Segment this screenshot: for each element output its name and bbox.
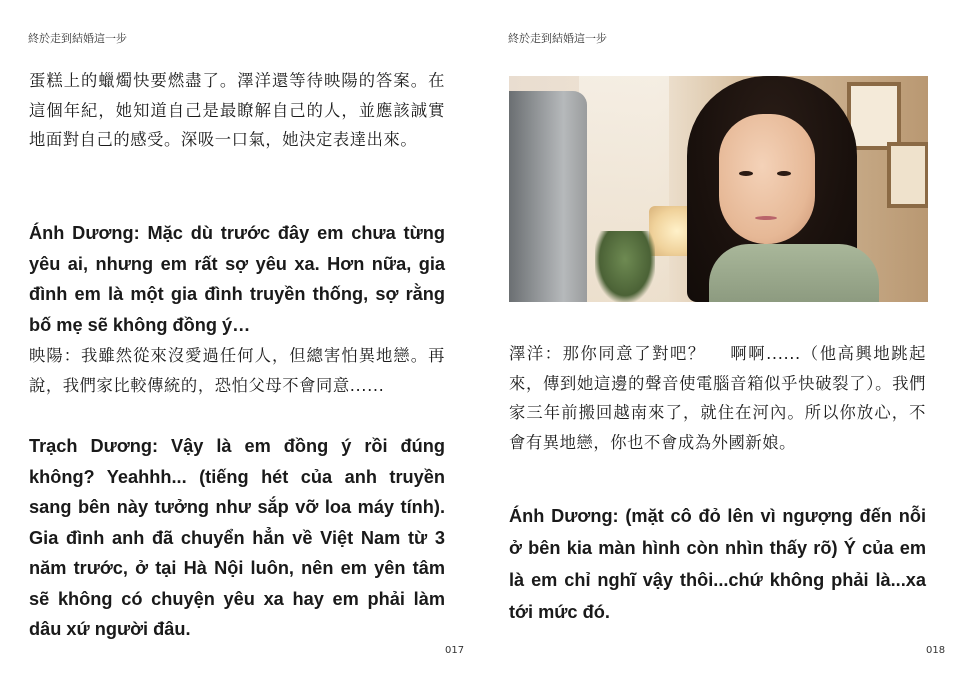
vietnamese-text: Ánh Dương: (mặt cô đỏ lên vì ngượng đến nỗi ở bên kia màn hình còn nhìn thấy rõ) Ý của em là em chỉ nghĩ vậy thôi...chứ không phải là...xa tới mức đó. [509,506,926,622]
running-header: 終於走到結婚這一步 [508,32,607,45]
mouth-shape [755,216,777,220]
vietnamese-text: Trạch Dương: Vậy là em đồng ý rồi đúng không? Yeahhh... (tiếng hét của anh truyền sang bên này tưởng như sắp vỡ loa máy tính). Gia đình anh đã chuyển hẳn về Việt Nam từ 3 năm trước, ở tại Hà Nội luôn, nên em yên tâm sẽ không có chuyện yêu xa hay em phải làm dâu xứ người đâu. [29,436,445,639]
chinese-text: 映陽：我雖然從來沒愛過任何人，但總害怕異地戀。再說，我們家比較傳統的，恐怕父母不會同意...... [29,346,445,395]
dialogue-anh-duong-zh [29,341,445,400]
face-shape [719,114,815,244]
dialogue-anh-duong-vi [29,218,445,340]
plant-shape [595,231,655,302]
chinese-text: 蛋糕上的蠟燭快要燃盡了。澤洋還等待映陽的答案。在這個年紀，她知道自己是最瞭解自己的人，並應該誠實地面對自己的感受。深吸一口氣，她決定表達出來。 [29,71,445,149]
vietnamese-text: Ánh Dương: Mặc dù trước đây em chưa từng yêu ai, nhưng em rất sợ yêu xa. Hơn nữa, gia đình em là một gia đình truyền thống, sợ rằng bố mẹ sẽ không đồng ý… [29,223,445,335]
eye-shape [739,171,753,176]
dialogue-trach-duong-zh [509,339,926,457]
chinese-text: 澤洋：那你同意了對吧？ 啊啊......（他高興地跳起來，傳到她這邊的聲音使電腦音箱似乎快破裂了）。我們家三年前搬回越南來了，就住在河內。所以你放心，不會有異地戀，你也不會成為外國新娘。 [509,344,926,452]
right-page [480,0,960,678]
woman-at-computer-photo [509,76,928,302]
monitor-shape [509,91,587,302]
eye-shape [777,171,791,176]
sweater-shape [709,244,879,302]
running-header: 終於走到結婚這一步 [28,32,127,45]
picture-frame [887,142,928,208]
dialogue-trach-duong-vi [29,431,445,645]
page-number: 017 [445,645,465,656]
narration-paragraph [29,66,445,155]
page-number: 018 [926,645,946,656]
dialogue-anh-duong-vi [509,500,926,628]
